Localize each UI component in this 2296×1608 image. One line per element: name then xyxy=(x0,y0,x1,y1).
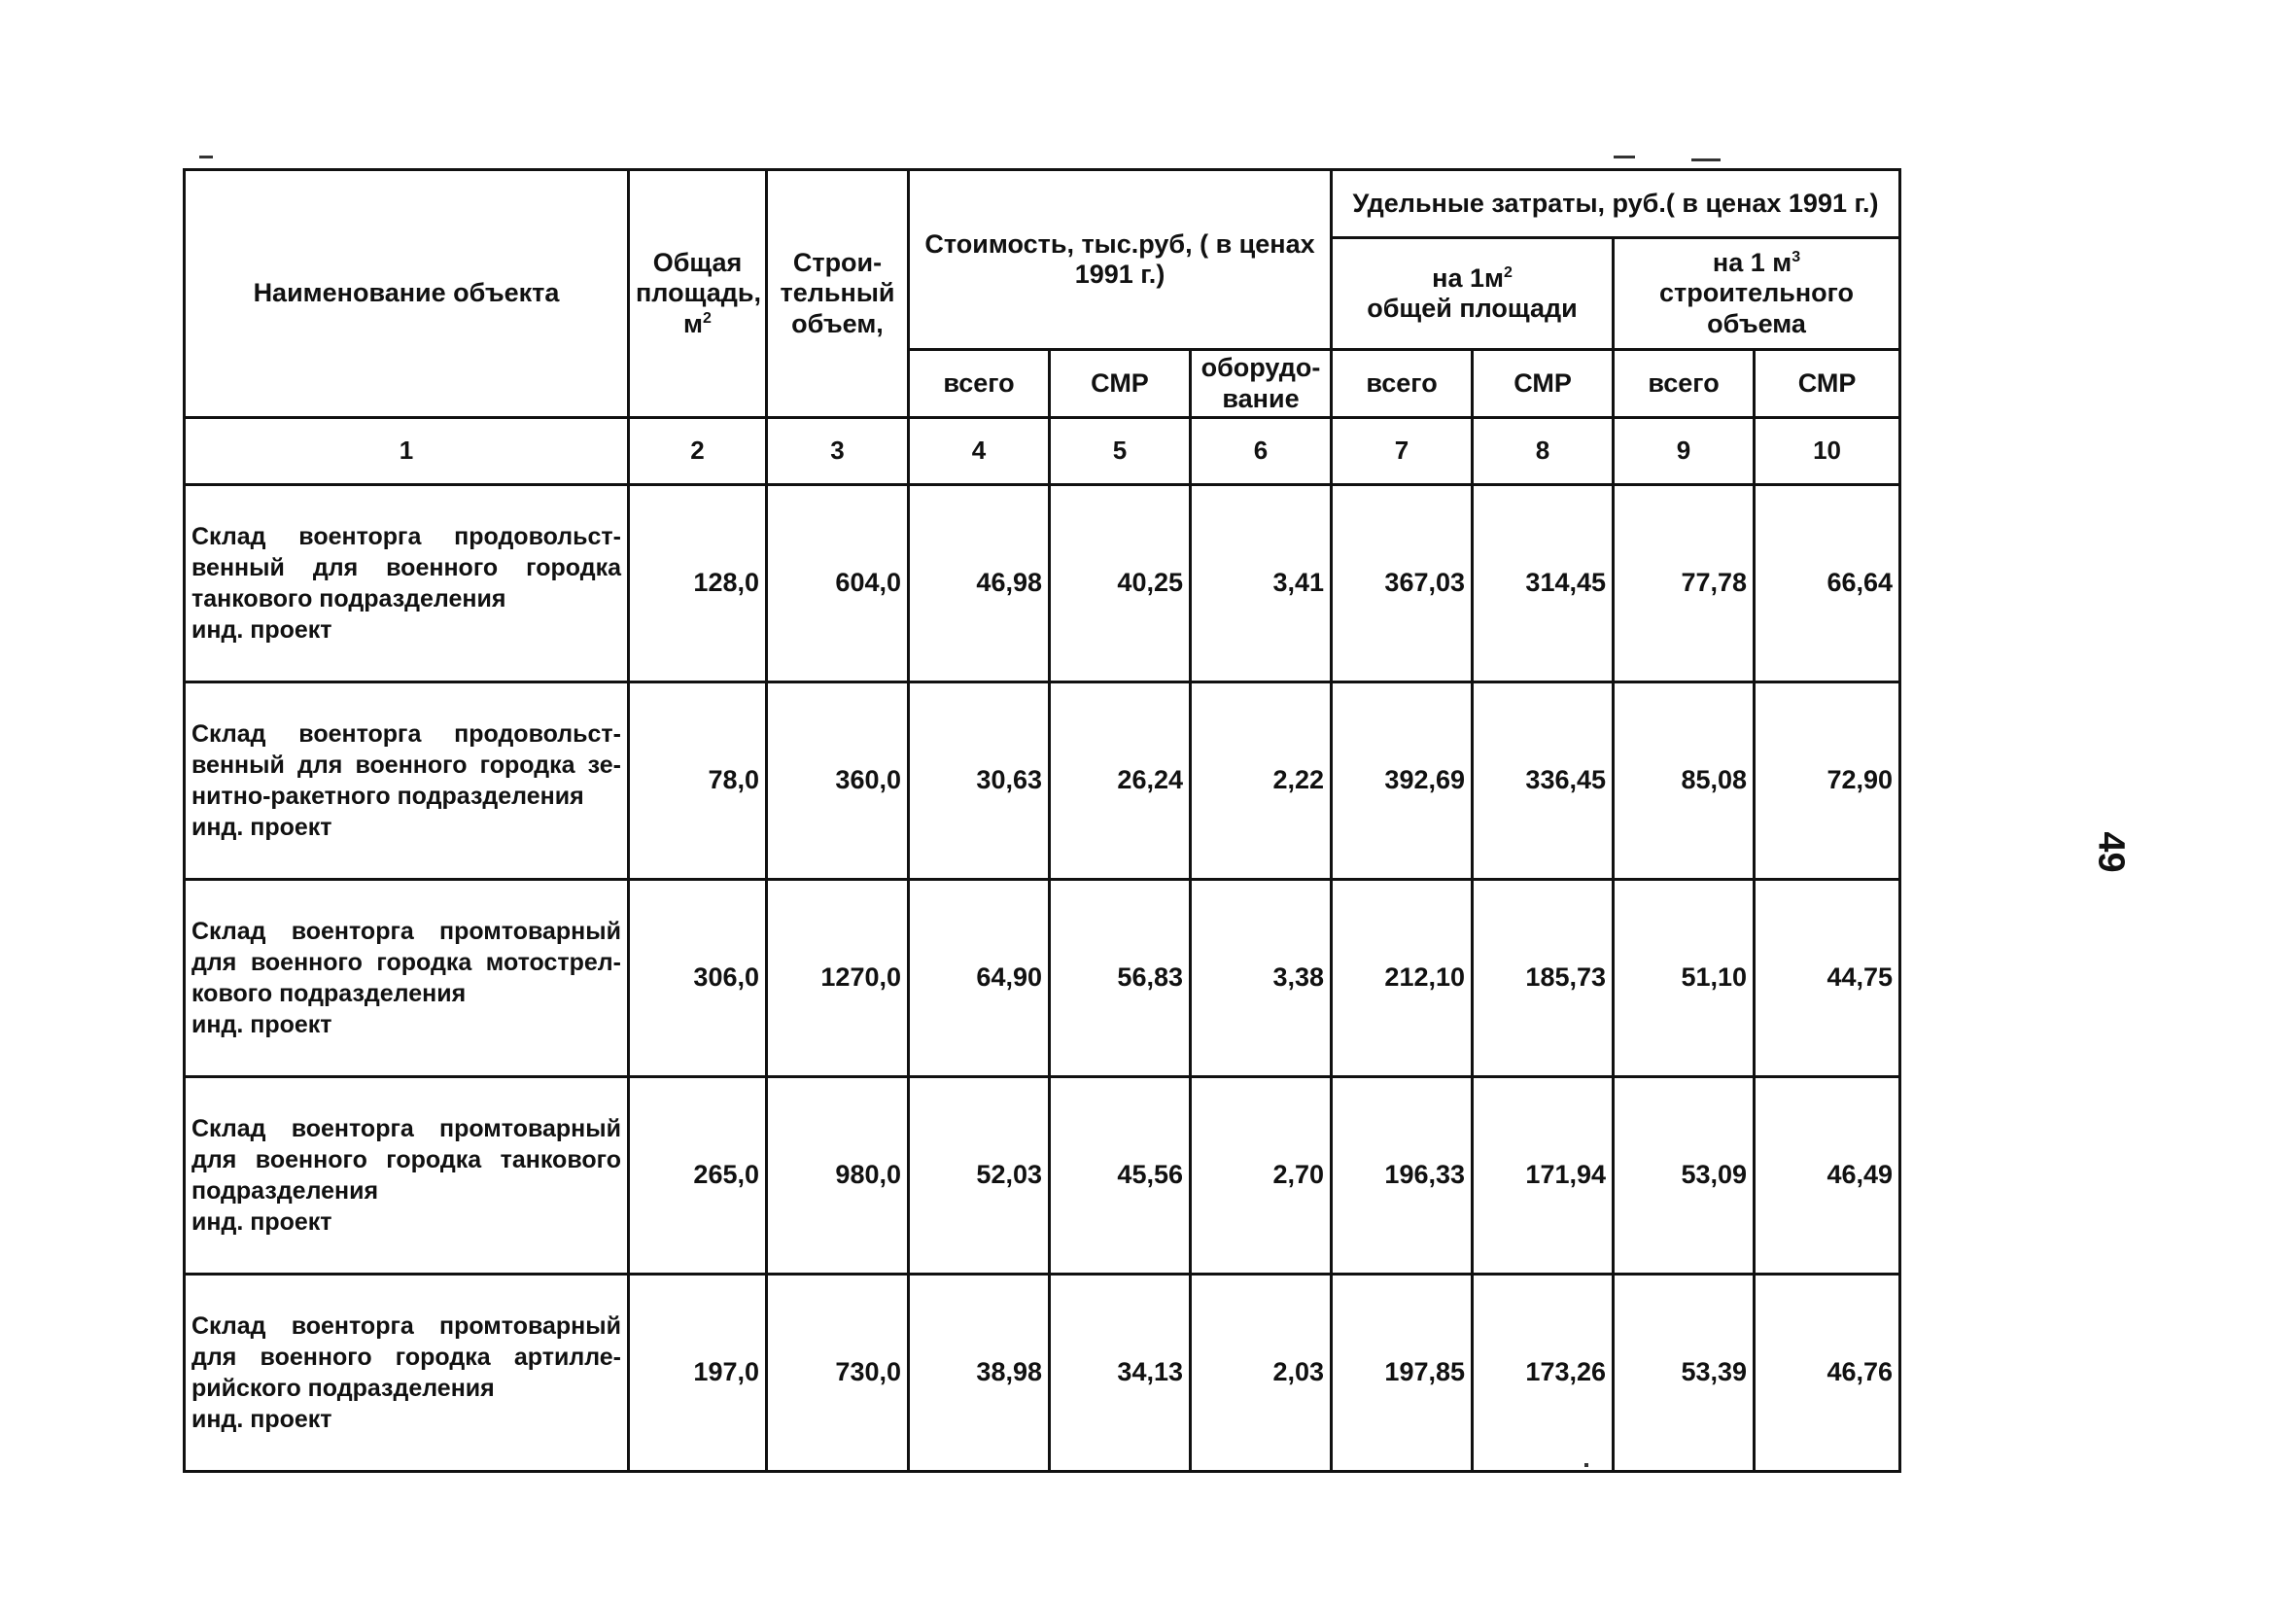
scan-speck xyxy=(1614,156,1635,158)
m3-smr-value: 46,76 xyxy=(1755,1275,1900,1472)
cost-equipment-value: 2,22 xyxy=(1191,682,1332,880)
volume-value: 360,0 xyxy=(767,682,909,880)
header-m3-smr: СМР xyxy=(1755,350,1900,418)
cost-smr-value: 26,24 xyxy=(1050,682,1191,880)
object-name-cell xyxy=(185,880,629,1077)
m3-smr-value: 44,75 xyxy=(1755,880,1900,1077)
column-number: 9 xyxy=(1614,418,1755,485)
cost-smr-value: 56,83 xyxy=(1050,880,1191,1077)
m3-total-value: 53,39 xyxy=(1614,1275,1755,1472)
object-name: Склад военторга промтоварный для военного городка мотострел-кового подразделения xyxy=(191,918,621,1007)
scan-speck xyxy=(199,156,213,158)
m3-total-value: 51,10 xyxy=(1614,880,1755,1077)
area-value: 197,0 xyxy=(629,1275,767,1472)
area-value: 265,0 xyxy=(629,1077,767,1275)
header-per-m2: на $1м^2$ общей площади xyxy=(1332,238,1614,350)
project-type: инд. проект xyxy=(191,616,332,644)
project-type: инд. проект xyxy=(191,1406,332,1433)
m2-total-value: 196,33 xyxy=(1332,1077,1473,1275)
header-m2-smr: СМР xyxy=(1473,350,1614,418)
table-row xyxy=(185,1077,1900,1275)
table-row xyxy=(185,682,1900,880)
header-cost-equipment: оборудо-вание xyxy=(1191,350,1332,418)
table-row xyxy=(185,1275,1900,1472)
header-cost-total: всего xyxy=(909,350,1050,418)
table-row xyxy=(185,880,1900,1077)
m2-smr-value: 171,94 xyxy=(1473,1077,1614,1275)
cost-equipment-value: 2,03 xyxy=(1191,1275,1332,1472)
object-name: Склад военторга промтоварный для военного городка артилле-рийского подразделения xyxy=(191,1312,621,1402)
object-name-cell xyxy=(185,1275,629,1472)
column-number: 4 xyxy=(909,418,1050,485)
column-number: 6 xyxy=(1191,418,1332,485)
header-unit-cost-group: Удельные затраты, руб.( в ценах 1991 г.) xyxy=(1332,170,1900,238)
object-name: Склад военторга промтоварный для военного городка танкового подразделения xyxy=(191,1115,621,1205)
m2-total-value: 212,10 xyxy=(1332,880,1473,1077)
column-number: 10 xyxy=(1755,418,1900,485)
header-area: Общая площадь, $м^2$ xyxy=(629,170,767,418)
project-type: инд. проект xyxy=(191,1011,332,1038)
volume-value: 604,0 xyxy=(767,485,909,682)
m2-total-value: 392,69 xyxy=(1332,682,1473,880)
column-number: 1 xyxy=(185,418,629,485)
header-volume: Строи-тельный объем, xyxy=(767,170,909,418)
column-number-row xyxy=(185,418,1900,485)
cost-total-value: 46,98 xyxy=(909,485,1050,682)
m3-total-value: 77,78 xyxy=(1614,485,1755,682)
project-type: инд. проект xyxy=(191,1208,332,1236)
cost-equipment-value: 3,41 xyxy=(1191,485,1332,682)
page-number: 49 xyxy=(2090,831,2132,873)
volume-value: 980,0 xyxy=(767,1077,909,1275)
m3-total-value: 53,09 xyxy=(1614,1077,1755,1275)
object-name-cell xyxy=(185,485,629,682)
project-type: инд. проект xyxy=(191,814,332,841)
object-name: Склад военторга продовольст-венный для военного городка танкового подразделения xyxy=(191,523,621,612)
m3-total-value: 85,08 xyxy=(1614,682,1755,880)
header-m2-total: всего xyxy=(1332,350,1473,418)
column-number: 8 xyxy=(1473,418,1614,485)
m2-total-value: 197,85 xyxy=(1332,1275,1473,1472)
m2-smr-value: 173,26 xyxy=(1473,1275,1614,1472)
header-name: Наименование объекта xyxy=(185,170,629,418)
cost-total-value: 64,90 xyxy=(909,880,1050,1077)
cost-total-value: 38,98 xyxy=(909,1275,1050,1472)
m2-smr-value: 185,73 xyxy=(1473,880,1614,1077)
object-name-cell xyxy=(185,1077,629,1275)
object-name: Склад военторга продовольст-венный для военного городка зе-нитно-ракетного подразделения xyxy=(191,720,621,810)
header-m3-total: всего xyxy=(1614,350,1755,418)
cost-total-value: 52,03 xyxy=(909,1077,1050,1275)
column-number: 2 xyxy=(629,418,767,485)
column-number: 3 xyxy=(767,418,909,485)
cost-equipment-value: 3,38 xyxy=(1191,880,1332,1077)
m2-smr-value: 336,45 xyxy=(1473,682,1614,880)
area-value: 128,0 xyxy=(629,485,767,682)
column-number: 7 xyxy=(1332,418,1473,485)
column-number: 5 xyxy=(1050,418,1191,485)
cost-equipment-value: 2,70 xyxy=(1191,1077,1332,1275)
header-per-m3: на 1 $м^3$ строительного объема xyxy=(1614,238,1900,350)
header-cost-group: Стоимость, тыс.руб, ( в ценах 1991 г.) xyxy=(909,170,1332,350)
m3-smr-value: 72,90 xyxy=(1755,682,1900,880)
scan-speck xyxy=(1691,158,1721,161)
header-cost-smr: СМР xyxy=(1050,350,1191,418)
m3-smr-value: 66,64 xyxy=(1755,485,1900,682)
m3-smr-value: 46,49 xyxy=(1755,1077,1900,1275)
cost-table xyxy=(183,168,1901,1473)
area-value: 78,0 xyxy=(629,682,767,880)
cost-smr-value: 45,56 xyxy=(1050,1077,1191,1275)
m2-total-value: 367,03 xyxy=(1332,485,1473,682)
table-row xyxy=(185,485,1900,682)
cost-smr-value: 34,13 xyxy=(1050,1275,1191,1472)
cost-total-value: 30,63 xyxy=(909,682,1050,880)
volume-value: 1270,0 xyxy=(767,880,909,1077)
object-name-cell xyxy=(185,682,629,880)
cost-smr-value: 40,25 xyxy=(1050,485,1191,682)
m2-smr-value: 314,45 xyxy=(1473,485,1614,682)
area-value: 306,0 xyxy=(629,880,767,1077)
volume-value: 730,0 xyxy=(767,1275,909,1472)
